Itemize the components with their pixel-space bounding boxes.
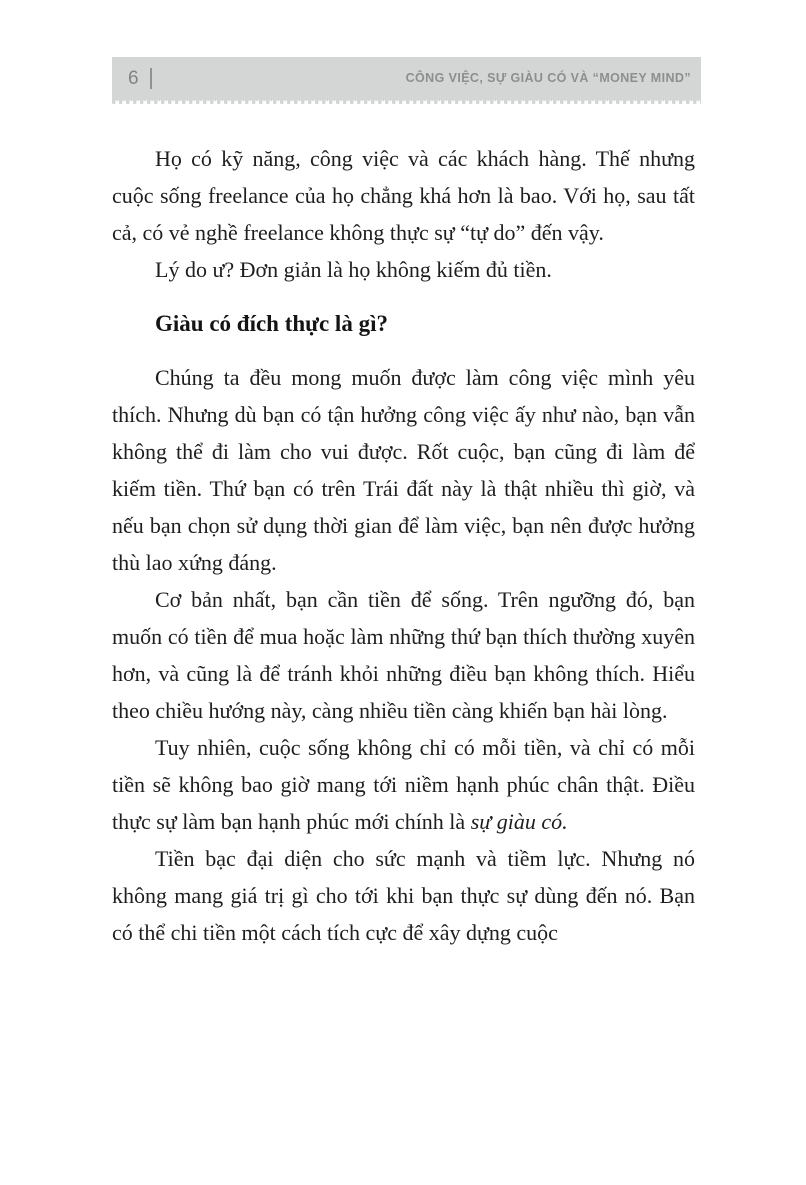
text-run: Cơ bản nhất, bạn cần tiền để sống. Trên ngưỡng đó, bạn muốn có tiền để mua hoặc làm những thứ bạn thích thường xuyên hơn, và cũng là để tránh khỏi những điều bạn không thích. Hiểu theo chiều hướng này, càng nhiều tiền càng khiến bạn hài lòng. [112, 587, 695, 723]
page-number: 6 [128, 67, 139, 89]
paragraph [112, 581, 695, 729]
header-left [128, 68, 152, 89]
paragraph [112, 251, 695, 288]
italic-text-run: sự giàu có. [470, 809, 568, 834]
text-run: Giàu có đích thực là gì? [155, 311, 388, 336]
text-run: Chúng ta đều mong muốn được làm công việc mình yêu thích. Nhưng dù bạn có tận hưởng công việc ấy như nào, bạn vẫn không thể đi làm cho vui được. Rốt cuộc, bạn cũng đi làm để kiếm tiền. Thứ bạn có trên Trái đất này là thật nhiều thì giờ, và nếu bạn chọn sử dụng thời gian để làm việc, bạn nên được hưởng thù lao xứng đáng. [112, 365, 695, 575]
paragraph [112, 840, 695, 951]
running-title: CÔNG VIỆC, SỰ GIÀU CÓ VÀ “MONEY MIND” [405, 71, 691, 85]
paragraph [112, 729, 695, 840]
header-divider [150, 68, 152, 89]
text-run: Lý do ư? Đơn giản là họ không kiếm đủ tiền. [155, 257, 552, 282]
text-run: Họ có kỹ năng, công việc và các khách hàng. Thế nhưng cuộc sống freelance của họ chẳng khá hơn là bao. Với họ, sau tất cả, có vẻ nghề freelance không thực sự “tự do” đến vậy. [112, 146, 695, 245]
paragraph [112, 140, 695, 251]
text-run: Tuy nhiên, cuộc sống không chỉ có mỗi tiền, và chỉ có mỗi tiền sẽ không bao giờ mang tới niềm hạnh phúc chân thật. Điều thực sự làm bạn hạnh phúc mới chính là [112, 735, 695, 834]
content-blocks [112, 140, 695, 951]
page-header [112, 57, 701, 99]
text-run: Tiền bạc đại diện cho sức mạnh và tiềm lực. Nhưng nó không mang giá trị gì cho tới khi bạn thực sự dùng đến nó. Bạn có thể chi tiền một cách tích cực để xây dựng cuộc [112, 846, 695, 945]
section-heading [112, 307, 695, 341]
paragraph [112, 359, 695, 581]
